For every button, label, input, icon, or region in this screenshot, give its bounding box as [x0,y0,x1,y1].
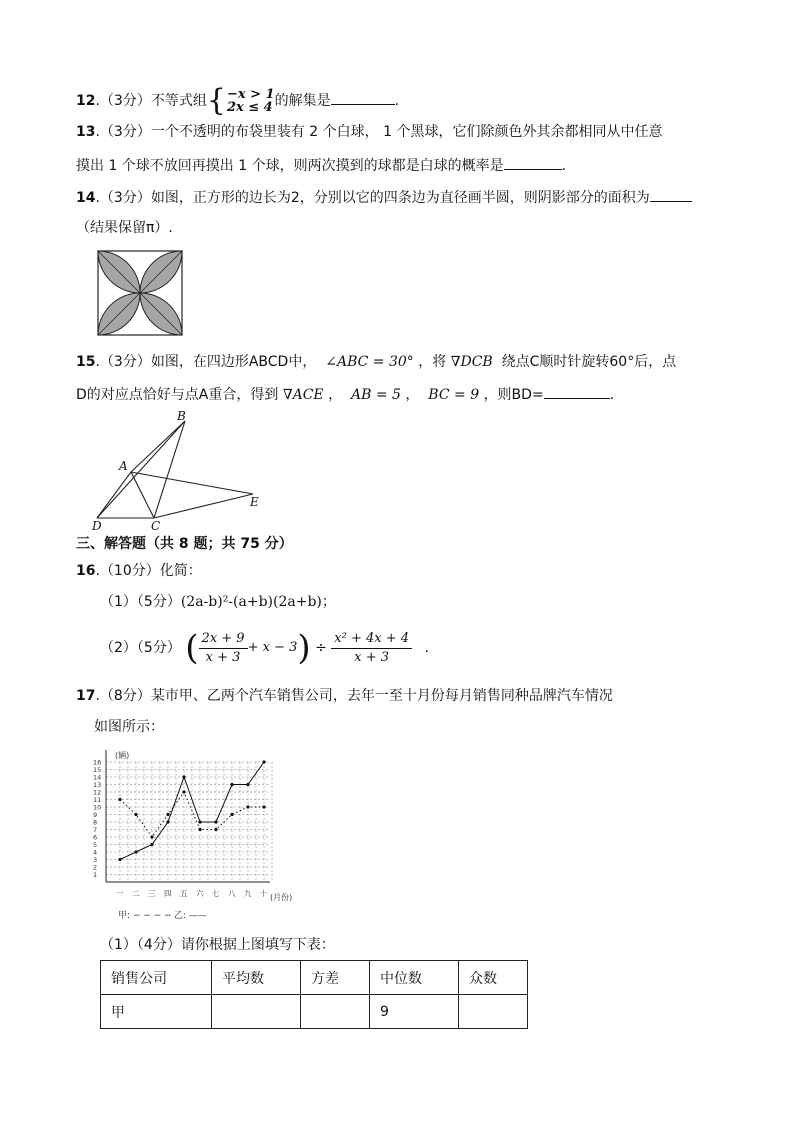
y-tick-label: 9 [93,811,98,819]
answer-blank[interactable] [650,187,692,202]
data-point [150,843,153,846]
bc-value: BC = 9 [428,387,480,403]
table-cell-input[interactable] [459,995,528,1029]
fraction-2 [331,630,412,667]
punctuation: . [394,93,400,109]
stats-table [100,960,528,1029]
question-text: ，将 [418,354,447,370]
question-text: （1）（4分）请你根据上图填写下表： [100,937,335,953]
segment-ac [131,472,154,518]
question-text: 如图所示： [94,719,164,735]
segment-db [97,421,185,518]
table-header: 方差 [301,961,370,995]
legend-yi: 乙: —— [174,911,207,921]
y-tick-label: 1 [93,871,98,879]
data-point [182,790,185,793]
label-d: D [92,519,102,532]
legend-jia: 甲: − − − − [118,911,172,921]
data-point [246,805,249,808]
data-point [198,828,201,831]
punctuation: . [561,158,567,174]
inequality-2: 2x ≤ 4 [226,100,273,115]
numerator: 2x + 9 [199,630,248,649]
section-heading: 三、解答题（共 8 题；共 75 分） [76,536,293,552]
question-text: .（3分）如图，正方形的边长为2，分别以它的四条边为直径画半圆，则阴影部分的面积为 [95,190,650,206]
y-tick-label: 16 [93,758,102,767]
inequality-system: { −x > 1 2x ≤ 4 [206,83,275,118]
y-tick-label: 8 [93,818,98,827]
right-paren: ) [297,628,311,668]
data-point [214,820,217,823]
question-text: ， [405,387,420,403]
triangle-dcb: ∇DCB [450,354,493,370]
y-tick-label: 2 [93,863,98,872]
label-c: C [151,519,161,532]
data-point [182,775,185,778]
question-17-line2 [94,717,164,737]
data-point [262,805,265,808]
label-a: A [119,459,128,473]
chart-axes [106,750,270,882]
question-14-line2 [76,218,173,238]
x-tick-label: 二 [132,889,140,898]
question-number: 14 [76,190,96,206]
data-point [118,858,121,861]
data-point [118,798,121,801]
y-tick-label: 11 [93,796,102,804]
part-label: （2）（5分） [100,640,181,656]
question-text: D的对应点恰好与点A重合，得到 [76,387,279,403]
y-tick-label: 7 [93,826,98,834]
x-tick-label: 四 [164,889,172,898]
table-row [101,995,528,1029]
quadrilateral-figure [88,408,268,532]
data-point [198,820,201,823]
denominator: x + 3 [354,649,390,665]
question-number: 15 [76,354,96,370]
question-number: 17 [76,688,96,704]
question-16-part1 [100,592,336,612]
y-tick-label: 10 [93,803,102,812]
question-13 [76,122,662,142]
divide-sign: ÷ [315,640,327,656]
question-number: 16 [76,563,96,579]
sales-line-chart [90,746,310,906]
question-17 [76,686,613,706]
data-point [230,813,233,816]
x-axis-label: (月份) [270,893,293,902]
numerator: x² + 4x + 4 [331,630,412,649]
x-tick-label: 九 [244,889,252,898]
question-number: 12 [76,93,96,109]
table-header: 平均数 [212,961,301,995]
chart-ticks [93,759,268,899]
question-13-line2 [76,155,566,176]
y-tick-label: 3 [93,856,98,864]
answer-blank[interactable] [331,90,395,105]
segment-da [97,472,131,518]
ab-value: AB = 5 [351,387,401,403]
left-paren: ( [185,628,199,668]
table-cell-input[interactable] [212,995,301,1029]
question-text: ，则BD= [483,387,544,403]
data-point [134,850,137,853]
table-header-row [101,961,528,995]
angle-expression: ∠ABC = 30° [325,354,414,370]
question-text: （结果保留π）. [76,220,173,236]
table-cell[interactable]: 9 [370,995,459,1029]
table-cell: 甲 [101,995,212,1029]
y-tick-label: 4 [93,848,98,857]
question-15-line2 [76,384,614,405]
data-point [150,835,153,838]
expression: + x − 3 [247,640,298,655]
question-text: .（8分）某市甲、乙两个汽车销售公司，去年一至十月份每月销售同种品牌汽车情况 [95,688,613,704]
table-header: 众数 [459,961,528,995]
question-14 [76,187,692,208]
question-15 [76,352,676,372]
answer-blank[interactable] [504,155,562,170]
question-text: .（3分）不等式组 [95,93,207,109]
question-text: .（3分）一个不透明的布袋里装有 2 个白球， 1 个黑球，它们除颜色外其余都相同从中任意 [95,124,663,140]
table-header: 中位数 [370,961,459,995]
question-text: 绕点C顺时针旋转60°后，点 [501,354,677,370]
x-tick-label: 一 [116,889,124,898]
question-16 [76,561,202,581]
x-tick-label: 五 [180,889,188,898]
x-tick-label: 七 [212,889,220,898]
y-tick-label: 12 [93,788,102,797]
table-header: 销售公司 [101,961,212,995]
fraction-1 [199,630,248,667]
data-point [166,820,169,823]
y-tick-label: 13 [93,781,102,789]
data-point [246,783,249,786]
segment-ae [131,472,253,494]
square-semicircles-figure [96,249,184,337]
expression: (2a-b)²-(a+b)(2a+b)； [180,594,336,610]
inequality-1: −x > 1 [226,87,275,102]
data-point [262,760,265,763]
question-text: ， [328,387,343,403]
question-12 [76,83,400,118]
question-16-part2 [100,628,429,668]
punctuation: . [609,387,615,403]
question-text: .（10分）化简： [95,563,202,579]
question-number: 13 [76,124,96,140]
punctuation: . [424,640,429,656]
question-text: 摸出 1 个球不放回再摸出 1 个球，则两次摸到的球都是白球的概率是 [76,158,504,174]
question-17-part1 [100,935,335,955]
data-point [134,813,137,816]
y-tick-label: 5 [93,841,98,849]
question-text: 的解集是 [274,93,331,109]
table-cell-input[interactable] [301,995,370,1029]
label-b: B [177,409,186,423]
x-tick-label: 八 [228,889,236,898]
chart-grid [106,762,272,882]
triangle-ace: ∇ACE [282,387,324,403]
y-tick-label: 14 [93,773,102,782]
data-point [166,813,169,816]
denominator: x + 3 [205,649,241,665]
y-axis-label: (辆) [115,751,130,760]
part-label: （1）（5分） [100,594,181,610]
y-tick-label: 15 [93,766,102,774]
data-point [230,783,233,786]
y-tick-label: 6 [93,833,98,842]
label-e: E [250,495,259,509]
segment-ce [154,494,253,518]
x-tick-label: 十 [260,889,268,898]
x-tick-label: 六 [196,889,204,898]
answer-blank[interactable] [544,384,610,399]
question-text: .（3分）如图，在四边形ABCD中， [95,354,317,370]
data-point [214,828,217,831]
x-tick-label: 三 [148,889,156,898]
